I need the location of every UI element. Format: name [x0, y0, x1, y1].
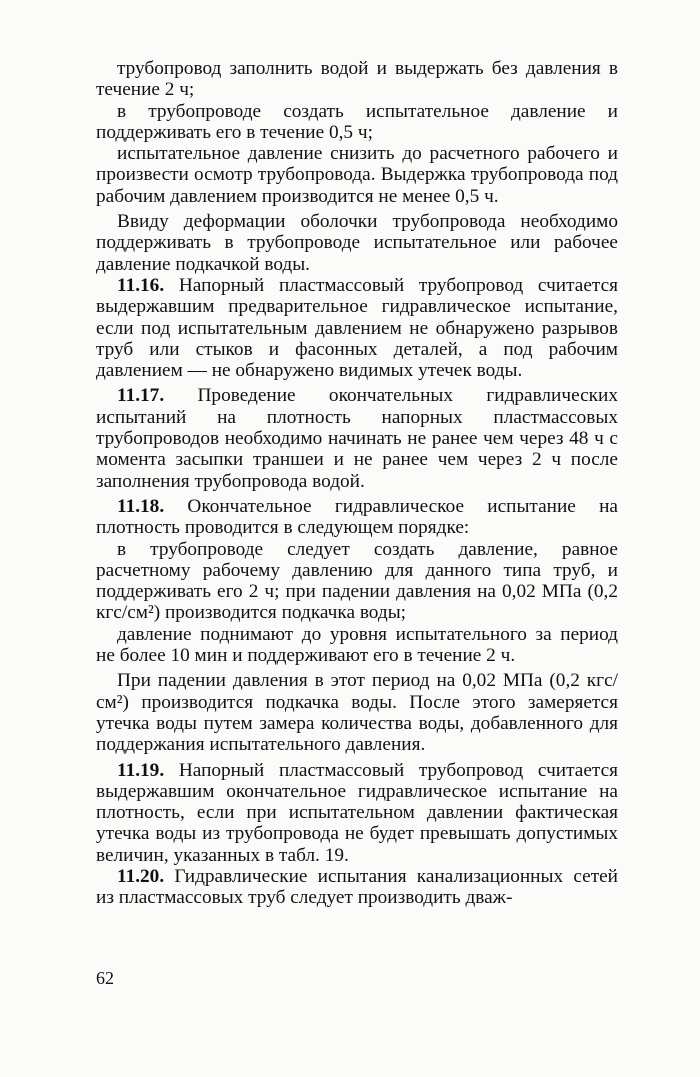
paragraph-4: Ввиду деформации оболочки трубопровода необходимо поддерживать в трубопроводе испытательное или рабочее давление подкачкой воды.	[96, 211, 618, 275]
clause-number: 11.18.	[117, 495, 165, 517]
paragraph-step-1: в трубопроводе следует создать давление, равное расчетному рабочему давлению для данного типа труб, и поддерживать его 2 ч; при падении давления на 0,02 МПа (0,2 кгс/см²) производится подкачка воды;	[96, 538, 618, 624]
clause-number: 11.16.	[117, 274, 165, 296]
clause-11-19: 11.19. Напорный пластмассовый трубопровод считается выдержавшим окончательное гидравлическое испытание на плотность, если при испытательном давлении фактическая утечка воды из трубопровода не будет превышать допустимых величин, указанных в табл. 19.	[96, 759, 618, 866]
clause-11-20: 11.20. Гидравлические испытания канализационных сетей из пластмассовых труб следует производить дваж-	[96, 865, 618, 909]
paragraph-pressure-drop: При падении давления в этот период на 0,02 МПа (0,2 кгс/см²) производится подкачка воды. После этого замеряется утечка воды путем замера количества воды, добавленного для поддержания испытательного давления.	[96, 670, 618, 756]
clause-11-18: 11.18. Окончательное гидравлическое испытание на плотность проводится в следующем порядке:	[96, 495, 618, 539]
clause-number: 11.20.	[117, 865, 165, 887]
clause-number: 11.19.	[117, 759, 165, 781]
body-text	[96, 58, 618, 909]
paragraph-step-2: давление поднимают до уровня испытательного за период не более 10 мин и поддерживают его в течение 2 ч.	[96, 623, 618, 667]
clause-11-16: 11.16. Напорный пластмассовый трубопровод считается выдержавшим предварительное гидравлическое испытание, если под испытательным давлением не обнаружено разрывов труб или стыков и фасонных деталей, а под рабочим давлением — не обнаружено видимых утечек воды.	[96, 274, 618, 382]
clause-number: 11.17.	[117, 385, 165, 407]
page-number: 62	[96, 968, 114, 988]
clause-11-17: 11.17. Проведение окончательных гидравлических испытаний на плотность напорных пластмассовых трубопроводов необходимо начинать не ранее чем через 48 ч с момента засыпки траншеи и не ранее чем через 2 ч после заполнения трубопровода водой.	[96, 385, 618, 492]
paragraph-1: трубопровод заполнить водой и выдержать без давления в течение 2 ч;	[96, 58, 618, 101]
paragraph-2: в трубопроводе создать испытательное давление и поддерживать его в течение 0,5 ч;	[96, 100, 618, 143]
paragraph-3: испытательное давление снизить до расчетного рабочего и произвести осмотр трубопровода. Выдержка трубопровода под рабочим давлением производится не менее 0,5 ч.	[96, 143, 618, 207]
